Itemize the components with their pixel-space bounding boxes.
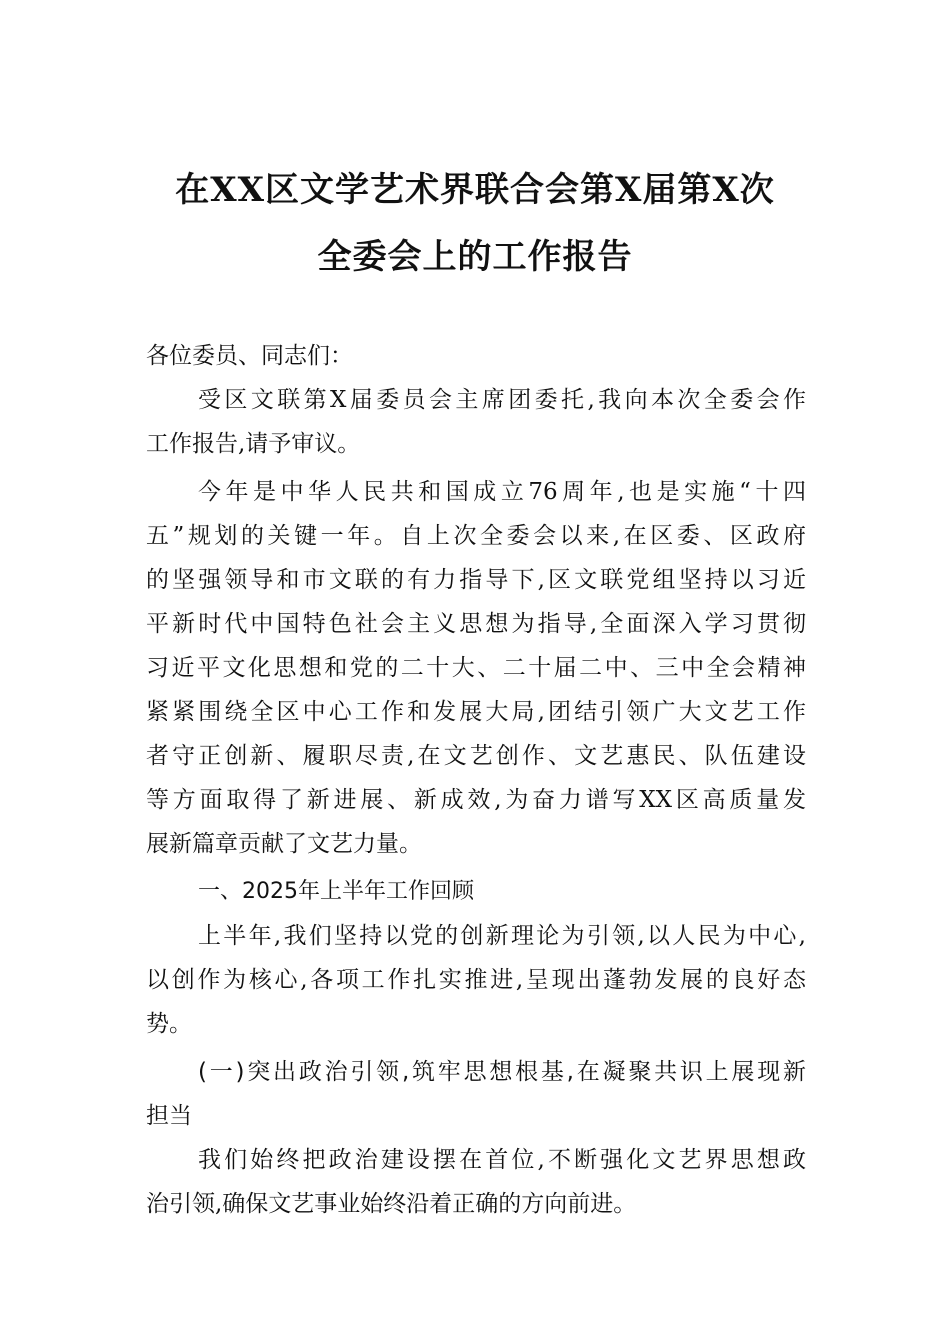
paragraph-line: 治引领,确保文艺事业始终沿着正确的方向前进。: [146, 1191, 637, 1217]
subsection-heading: [146, 1050, 806, 1138]
heading-line: 担当: [146, 1103, 192, 1129]
paragraph-line: 者守正创新、履职尽责,在文艺创作、文艺惠民、队伍建设: [146, 743, 806, 769]
paragraph-line: 等方面取得了新进展、新成效,为奋力谱写XX区高质量发: [146, 787, 806, 813]
paragraph-3: [146, 914, 806, 1046]
paragraph-line: 五”规划的关键一年。自上次全委会以来,在区委、区政府: [146, 523, 806, 549]
paragraph-line: 工作报告,请予审议。: [146, 431, 361, 457]
paragraph-line: 以创作为核心,各项工作扎实推进,呈现出蓬勃发展的良好态: [146, 967, 806, 993]
section-heading: 一、2025年上半年工作回顾: [198, 879, 474, 904]
paragraph-2: [146, 470, 806, 866]
paragraph-line: 受区文联第X届委员会主席团委托,我向本次全委会作: [198, 387, 806, 413]
heading-line: (一)突出政治引领,筑牢思想根基,在凝聚共识上展现新: [198, 1059, 806, 1085]
salutation: 各位委员、同志们：: [146, 343, 353, 369]
document-body: [146, 334, 806, 1226]
paragraph-line: 平新时代中国特色社会主义思想为指导,全面深入学习贯彻: [146, 611, 806, 637]
paragraph-line: 我们始终把政治建设摆在首位,不断强化文艺界思想政: [198, 1147, 806, 1173]
paragraph-line: 上半年,我们坚持以党的创新理论为引领,以人民为中心,: [198, 923, 806, 949]
document-title-line-2: 全委会上的工作报告: [317, 237, 633, 277]
paragraph-line: 今年是中华人民共和国成立76周年,也是实施“十四: [198, 479, 806, 505]
paragraph-line: 的坚强领导和市文联的有力指导下,区文联党组坚持以习近: [146, 567, 806, 593]
paragraph-line: 势。: [146, 1011, 192, 1037]
paragraph-4: [146, 1138, 806, 1226]
paragraph-line: 紧紧围绕全区中心工作和发展大局,团结引领广大文艺工作: [146, 699, 806, 725]
document-title-line-1: 在XX区文学艺术界联合会第X届第X次: [175, 170, 775, 210]
paragraph-line: 习近平文化思想和党的二十大、二十届二中、三中全会精神: [146, 655, 806, 681]
paragraph-line: 展新篇章贡献了文艺力量。: [146, 831, 422, 857]
paragraph-1: [146, 378, 806, 466]
